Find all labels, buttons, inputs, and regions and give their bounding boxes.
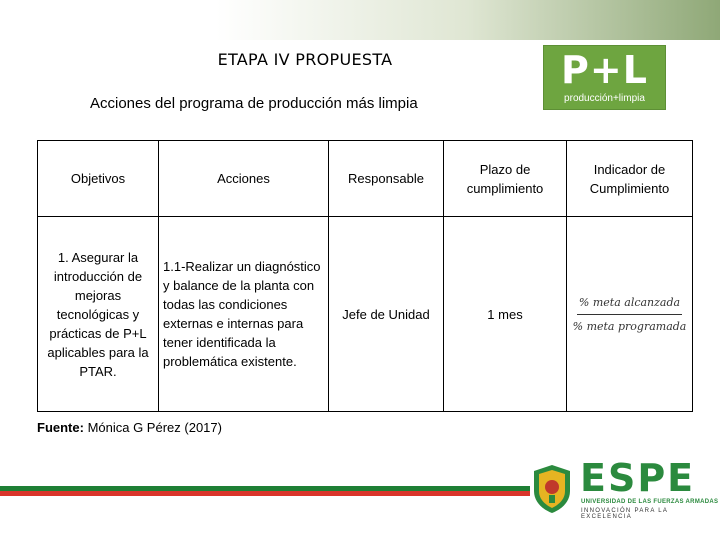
header-responsable: Responsable	[328, 140, 444, 217]
pl-logo-caption: producción+limpia	[564, 93, 645, 104]
source-label: Fuente:	[37, 420, 84, 435]
cell-responsable: Jefe de Unidad	[328, 216, 444, 412]
source-text: Mónica G Pérez (2017)	[83, 420, 222, 435]
page-subtitle: Acciones del programa de producción más limpia	[90, 95, 418, 112]
espe-emblem-icon	[530, 463, 574, 515]
formula-denominator: % meta programada	[572, 319, 687, 333]
espe-university-name: UNIVERSIDAD DE LAS FUERZAS ARMADAS	[581, 499, 719, 505]
header-gradient-band	[0, 0, 720, 40]
indicator-formula	[573, 293, 687, 336]
pl-logo	[543, 45, 666, 110]
espe-slogan: INNOVACIÓN PARA LA EXCELENCIA	[581, 508, 668, 520]
cell-accion: 1.1-Realizar un diagnóstico y balance de la planta con todas las condiciones externas e internas para tener identificada la problemática existente.	[158, 216, 329, 412]
source-note	[37, 420, 222, 435]
footer-stripe-red	[0, 491, 530, 496]
cell-plazo: 1 mes	[443, 216, 567, 412]
formula-numerator: % meta alcanzada	[577, 293, 682, 315]
header-indicador: Indicador de Cumplimiento	[566, 140, 693, 217]
header-plazo: Plazo de cumplimiento	[443, 140, 567, 217]
espe-logo-text: ESPE	[580, 456, 696, 500]
cell-objetivo: 1. Asegurar la introducción de mejoras tecnológicas y prácticas de P+L aplicables para la PTAR.	[37, 216, 159, 412]
header-objetivos: Objetivos	[37, 140, 159, 217]
pl-logo-mark: P+L	[561, 48, 648, 92]
page-title: ETAPA IV PROPUESTA	[217, 50, 393, 69]
header-acciones: Acciones	[158, 140, 329, 217]
cell-indicador	[566, 216, 693, 412]
